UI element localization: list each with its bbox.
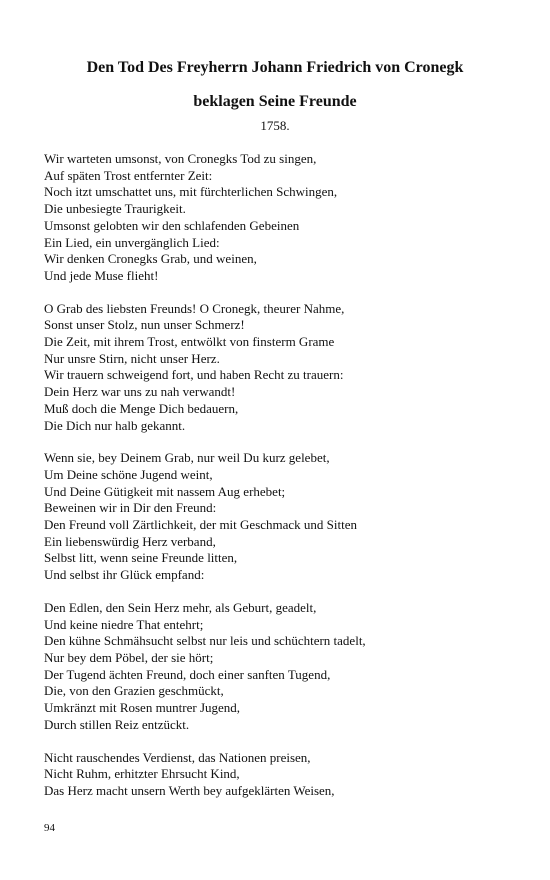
poem-line: Das Herz macht unsern Werth bey aufgeklärten Weisen, [44, 782, 335, 798]
poem-line: Den Edlen, den Sein Herz mehr, als Geburt, geadelt, [44, 599, 317, 615]
poem-line: O Grab des liebsten Freunds! O Cronegk, theurer Nahme, [44, 300, 345, 316]
page-number: 94 [44, 822, 55, 834]
poem-title: Den Tod Des Freyherrn Johann Friedrich von Cronegk [86, 59, 464, 76]
poem-line: Wenn sie, bey Deinem Grab, nur weil Du kurz gelebet, [44, 450, 330, 466]
poem-line: Ein Lied, ein unvergänglich Lied: [44, 234, 220, 250]
poem-line: Dein Herz war uns zu nah verwandt! [44, 384, 236, 400]
poem-line: Der Tugend ächten Freund, doch einer sanften Tugend, [44, 666, 331, 682]
poem-year: 1758. [260, 118, 290, 133]
poem-line: Und keine niedre That entehrt; [44, 616, 204, 632]
poem-line: Und Deine Gütigkeit mit nassem Aug erhebet; [44, 483, 286, 499]
poem-line: Ein liebenswürdig Herz verband, [44, 533, 216, 549]
poem-line: Beweinen wir in Dir den Freund: [44, 500, 217, 516]
poem-line: Wir trauern schweigend fort, und haben Recht zu trauern: [44, 367, 344, 383]
poem-subtitle: beklagen Seine Freunde [193, 93, 357, 110]
poem-line: Selbst litt, wenn seine Freunde litten, [44, 550, 238, 566]
stanza [44, 151, 524, 285]
poem-line: Umkränzt mit Rosen muntrer Jugend, [44, 700, 241, 716]
poem-line: Wir warteten umsonst, von Cronegks Tod zu singen, [44, 151, 317, 166]
poem-line: Nicht Ruhm, erhitzter Ehrsucht Kind, [44, 766, 240, 782]
poem-line: Wir denken Cronegks Grab, und weinen, [44, 251, 257, 267]
poem-line: Den kühne Schmähsucht selbst nur leis und schüchtern tadelt, [44, 633, 366, 649]
poem-line: Den Freund voll Zärtlichkeit, der mit Geschmack und Sitten [44, 517, 358, 533]
stanza [44, 600, 524, 734]
poem-line: Um Deine schöne Jugend weint, [44, 466, 213, 482]
poem-line: Die Dich nur halb gekannt. [44, 417, 186, 433]
stanza [44, 301, 524, 435]
poem-line: Auf späten Trost entfernter Zeit: [44, 167, 213, 183]
poem-body [44, 151, 524, 816]
poem-line: Die unbesiegte Traurigkeit. [44, 201, 186, 217]
poem-line: Und selbst ihr Glück empfand: [44, 567, 205, 583]
poem-line: Die, von den Grazien geschmückt, [44, 683, 224, 699]
poem-line: Die Zeit, mit ihrem Trost, entwölkt von finsterm Grame [44, 334, 335, 350]
poem-line: Noch itzt umschattet uns, mit fürchterlichen Schwingen, [44, 184, 338, 200]
stanza [44, 750, 524, 800]
poem-line: Sonst unser Stolz, nun unser Schmerz! [44, 317, 245, 333]
poem-line: Nur bey dem Pöbel, der sie hört; [44, 649, 214, 665]
stanza [44, 450, 524, 584]
poem-line: Nicht rauschendes Verdienst, das Nationen preisen, [44, 749, 311, 765]
poem-line: Und jede Muse flieht! [44, 267, 159, 283]
poem-line: Nur unsre Stirn, nicht unser Herz. [44, 350, 220, 366]
poem-line: Muß doch die Menge Dich bedauern, [44, 400, 239, 416]
poem-line: Durch stillen Reiz entzückt. [44, 716, 190, 732]
poem-line: Umsonst gelobten wir den schlafenden Gebeinen [44, 217, 300, 233]
